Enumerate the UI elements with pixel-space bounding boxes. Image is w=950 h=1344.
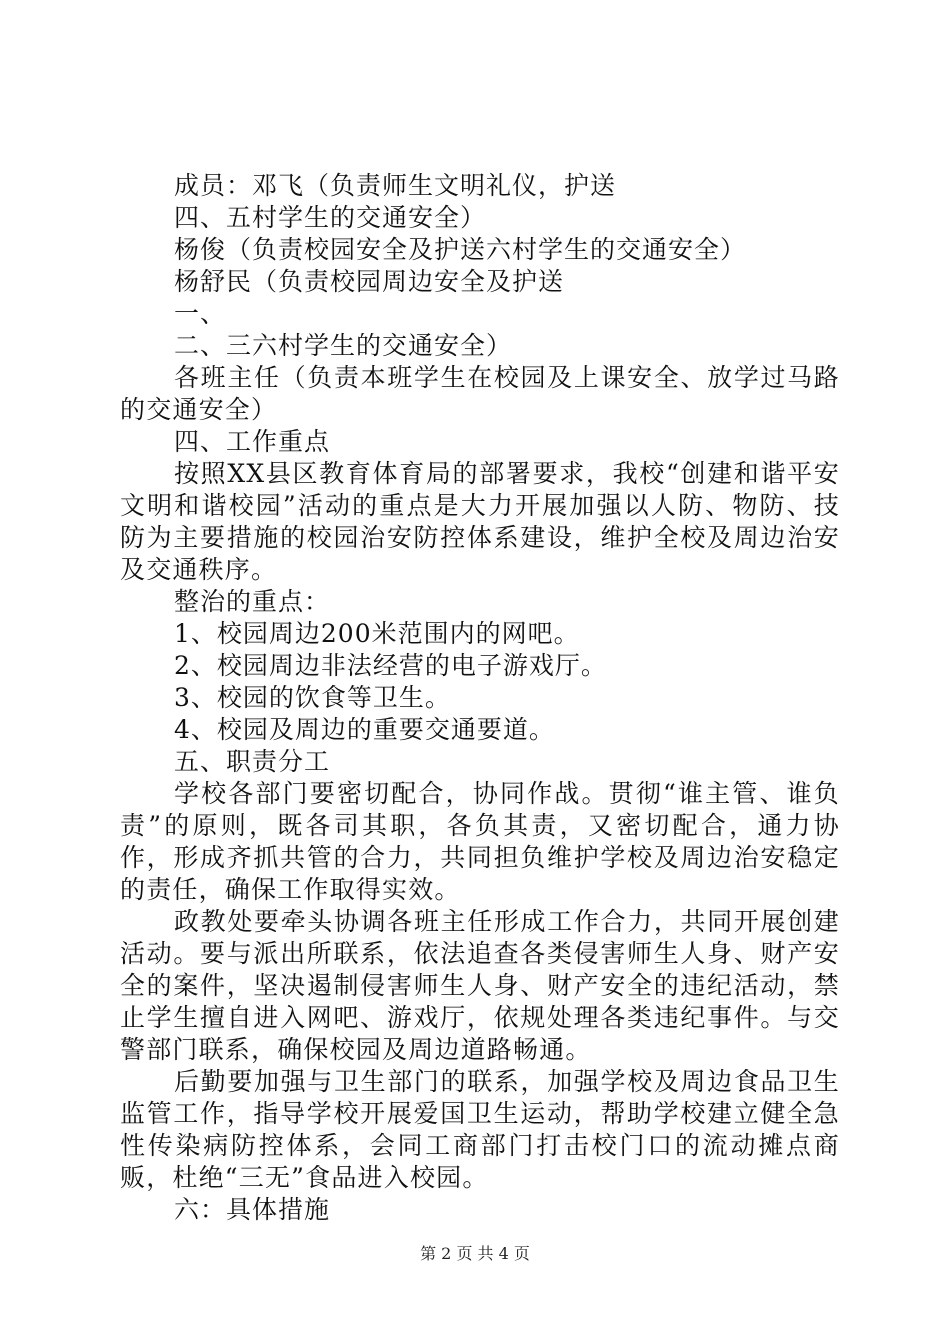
rectify-item: 2、校园周边非法经营的电子游戏厅。 (174, 651, 607, 680)
logistics-paragraph: 后勤要加强与卫生部门的联系，加强学校及周边食品卫生监管工作，指导学校开展爱国卫生运动，帮助学校建立健全急性传染病防控体系，会同工商部门打击校门口的流动摊点商贩，杜绝“三无”食品进入校园。 (120, 1067, 840, 1192)
document-body (120, 170, 840, 1226)
member-line-dengfei: 成员：邓飞（负责师生文明礼仪，护送 (174, 171, 617, 200)
member-line-dengfei-cont: 四、五村学生的交通安全） (174, 203, 487, 232)
section5-heading: 五、职责分工 (174, 747, 331, 776)
rectify-item: 4、校园及周边的重要交通要道。 (174, 715, 555, 744)
rectify-item: 3、校园的饮食等卫生。 (174, 683, 451, 712)
rectify-item: 1、校园周边200米范围内的网吧。 (174, 619, 580, 648)
section6-heading: 六：具体措施 (174, 1195, 331, 1224)
political-office-paragraph: 政教处要牵头协调各班主任形成工作合力，共同开展创建活动。要与派出所联系，依法追查各类侵害师生人身、财产安全的案件，坚决遏制侵害师生人身、财产安全的违纪活动，禁止学生擅自进入网吧、游戏厅，依规处理各类违纪事件。与交警部门联系，确保校园及周边道路畅通。 (120, 907, 840, 1064)
section4-heading: 四、工作重点 (174, 427, 331, 456)
member-line-yangjun: 杨俊（负责校园安全及护送六村学生的交通安全） (174, 235, 747, 264)
page-number-footer: 第 2 页 共 4 页 (420, 1244, 530, 1263)
rectify-heading: 整治的重点： (174, 587, 331, 616)
member-line-fragment: 一、 (174, 299, 227, 328)
member-line-yangshumin: 杨舒民（负责校园周边安全及护送 (174, 267, 565, 296)
focus-paragraph: 按照XX县区教育体育局的部署要求，我校“创建和谐平安文明和谐校园”活动的重点是大力开展加强以人防、物防、技防为主要措施的校园治安防控体系建设，维护全校及周边治安及交通秩序。 (120, 459, 840, 584)
head-teacher-paragraph: 各班主任（负责本班学生在校园及上课安全、放学过马路的交通安全） (120, 363, 840, 424)
member-line-yangshumin-cont: 二、三六村学生的交通安全） (174, 331, 513, 360)
cooperate-paragraph: 学校各部门要密切配合，协同作战。贯彻“谁主管、谁负责”的原则，既各司其职，各负其责，又密切配合，通力协作，形成齐抓共管的合力，共同担负维护学校及周边治安稳定的责任，确保工作取得实效。 (120, 779, 840, 904)
